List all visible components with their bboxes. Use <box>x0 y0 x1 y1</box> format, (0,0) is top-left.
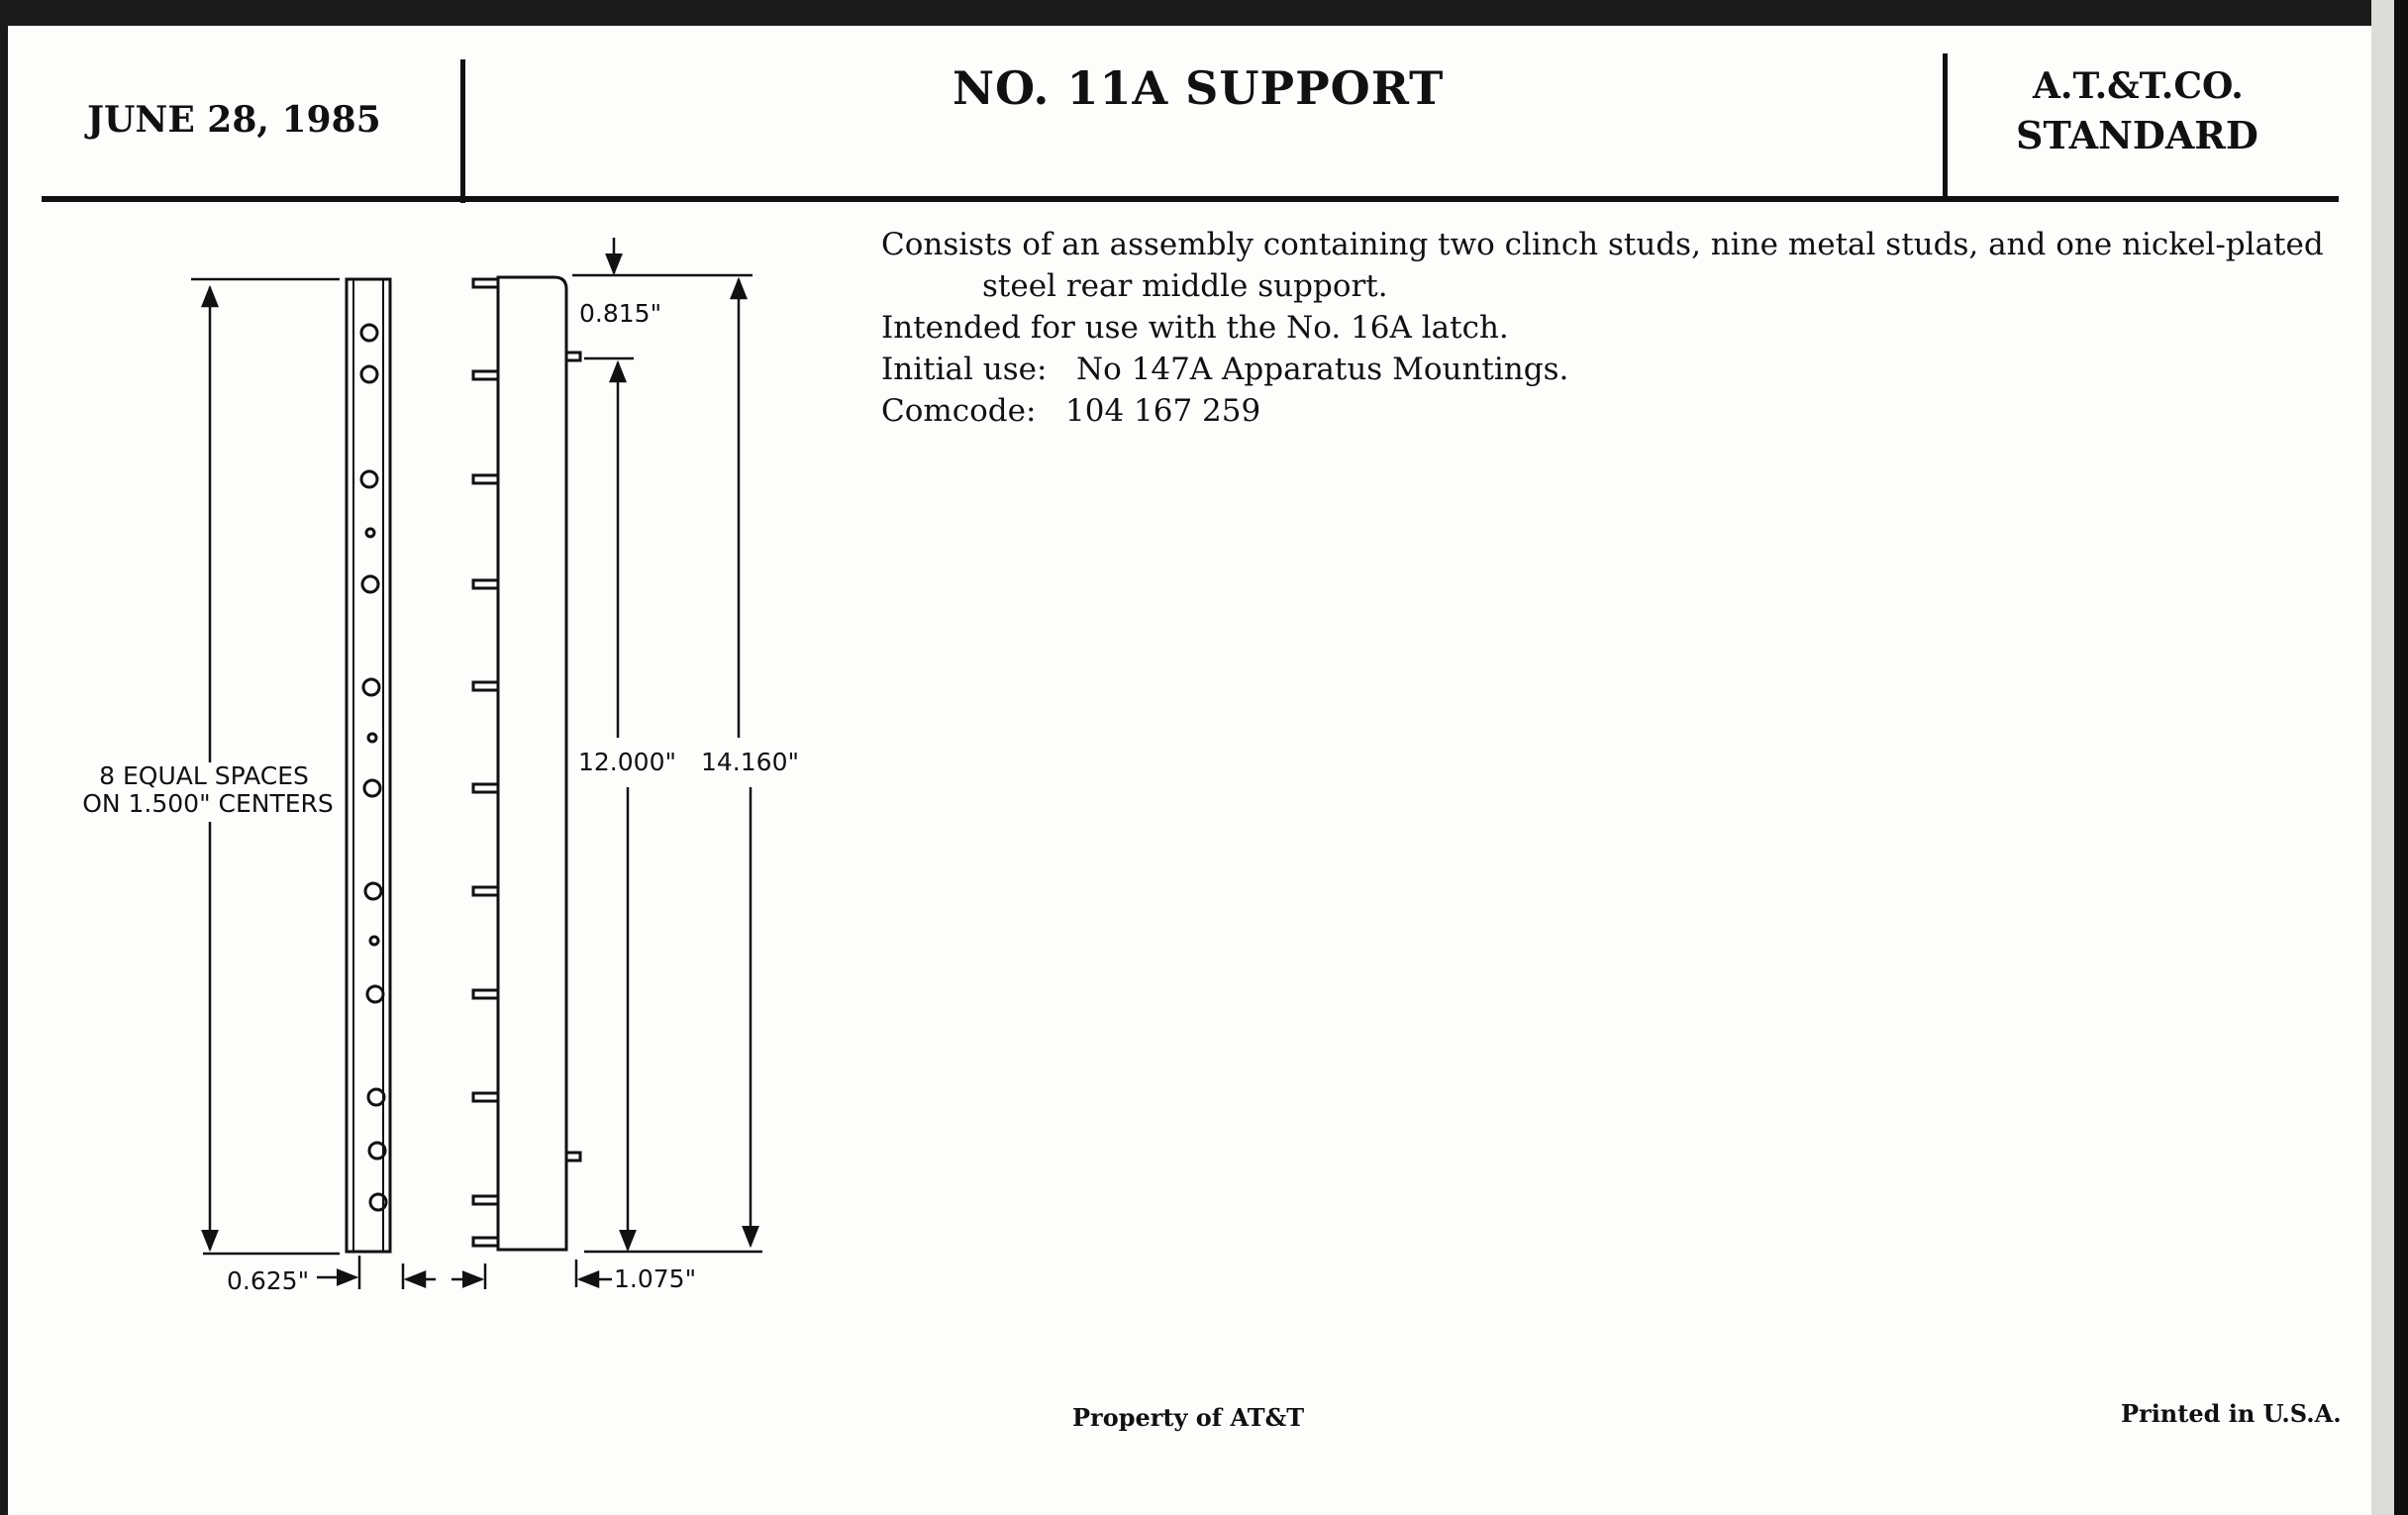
description-line-2: Intended for use with the No. 16A latch. <box>881 310 1509 346</box>
dimension-labels <box>82 299 799 1295</box>
standard-line-2: STANDARD <box>2016 113 2258 157</box>
description-line-1-cont: steel rear middle support. <box>982 268 1388 304</box>
clinch-stud <box>361 325 377 341</box>
footer-property: Property of AT&T <box>1072 1403 1305 1432</box>
metal-stud <box>367 986 383 1002</box>
metal-stud <box>365 883 381 899</box>
metal-stud <box>361 366 377 382</box>
dim-14160: 14.160" <box>701 748 799 776</box>
metal-stud <box>362 576 378 592</box>
document-date: JUNE 28, 1985 <box>87 99 381 141</box>
dim-spaces-line1: 8 EQUAL SPACES <box>99 761 309 790</box>
small-hole <box>370 937 378 945</box>
standard-line-1: A.T.&T.CO. <box>2033 65 2244 107</box>
footer-printed: Printed in U.S.A. <box>2121 1399 2342 1428</box>
metal-stud <box>368 1089 384 1105</box>
description-line-1: Consists of an assembly containing two clinch studs, nine metal studs, and one nickel-plated <box>881 227 2324 262</box>
metal-stud <box>364 780 380 796</box>
dim-0815: 0.815" <box>579 299 662 328</box>
metal-stud <box>363 679 379 695</box>
small-hole <box>366 529 374 537</box>
front-view <box>347 279 390 1252</box>
side-profile <box>498 277 566 1250</box>
side-studs <box>473 279 580 1246</box>
document-title: NO. 11A SUPPORT <box>953 61 1445 115</box>
description-line-4: Comcode: 104 167 259 <box>881 393 1261 429</box>
description-line-3: Initial use: No 147A Apparatus Mountings. <box>881 352 1569 387</box>
small-hole <box>368 734 376 742</box>
dim-spaces-line2: ON 1.500" CENTERS <box>82 789 334 818</box>
dim-0625: 0.625" <box>227 1266 310 1295</box>
metal-stud <box>361 471 377 487</box>
dim-1075: 1.075" <box>614 1264 697 1293</box>
side-view <box>473 277 580 1250</box>
dim-12000: 12.000" <box>578 748 676 776</box>
